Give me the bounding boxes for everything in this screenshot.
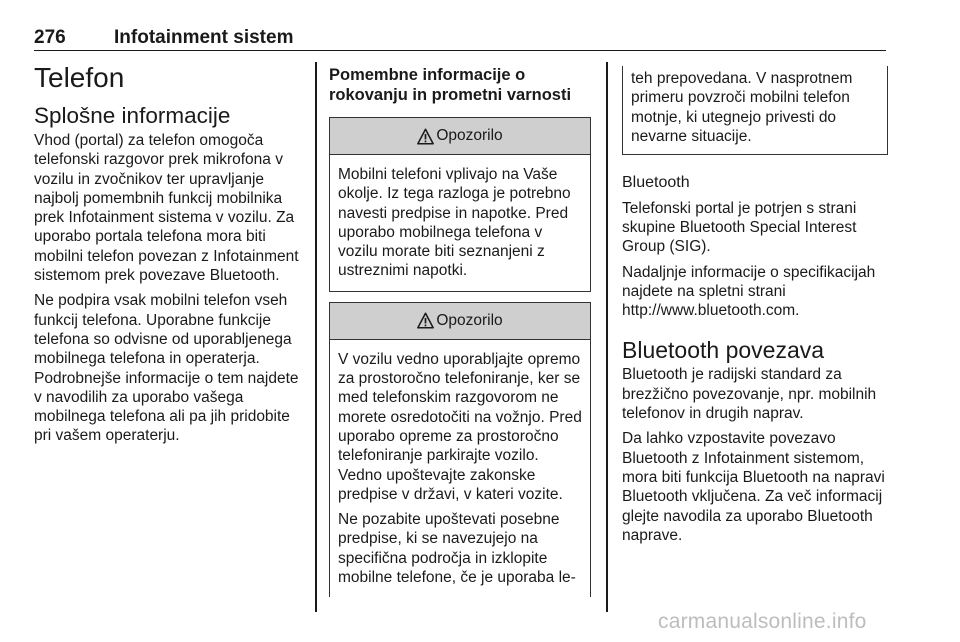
warning-header — [330, 118, 590, 155]
warning-text: Ne pozabite upoštevati posebne predpise, ki se navezujejo na specifična področja in izklopite mobilne telefone, če je uporaba le- — [338, 511, 576, 587]
warning-label: Opozorilo — [436, 127, 503, 145]
warning-body — [330, 155, 590, 291]
paragraph: Telefonski portal je potrjen s strani skupine Bluetooth Special Interest Group (SIG). — [622, 199, 857, 256]
warning-box — [329, 302, 591, 598]
column-middle — [329, 66, 591, 607]
warning-triangle-icon — [417, 312, 434, 329]
warning-label: Opozorilo — [436, 312, 503, 330]
section-heading-telefon: Telefon — [34, 62, 125, 93]
page-number: 276 — [34, 27, 66, 48]
subheading-general-info: Splošne informacije — [34, 103, 231, 128]
warning-box — [329, 117, 591, 292]
column-divider-right — [606, 62, 608, 612]
paragraph: Da lahko vzpostavite povezavo Bluetooth z Infotainment sistemom, mora biti funkcija Bluetooth na napravi Bluetooth vključena. Za več informacij glejte navodila za uporabo Bluetooth naprave. — [622, 430, 885, 544]
warning-triangle-icon — [417, 128, 434, 145]
warning-body — [330, 340, 590, 598]
warning-text: V vozilu vedno uporabljajte opremo za prostoročno telefoniranje, ker se med telefonskim razgovorom ne morete osredotočiti na vožnjo. Pred uporabo opreme za prostoročno telefoniranje parkirajte vozilo. Vedno upoštevajte zakonske predpise v državi, v kateri vozite. — [338, 350, 582, 503]
warning-header — [330, 303, 590, 340]
paragraph: Bluetooth je radijski standard za brezžično povezovanje, npr. mobilnih telefonov in drugih naprav. — [622, 366, 877, 423]
heading-safety-info: Pomembne informacije o rokovanju in prometni varnosti — [329, 66, 572, 104]
paragraph: Ne podpira vsak mobilni telefon vseh funkcij telefona. Uporabne funkcije telefona so odvisne od uporabljenega mobilnega telefona in operaterja. Podrobnejše informacije o tem najdete v navodilih za uporabo vašega mobilnega telefona ali pa jih pridobite pri vašem operaterju. — [34, 292, 299, 445]
warning-text: Mobilni telefoni vplivajo na Vaše okolje. Iz tega razloga je potrebno navesti predpise in napotke. Pred uporabo mobilnega telefona v vozilu morate biti seznanjeni z ustreznimi napotki. — [338, 166, 571, 280]
paragraph: Nadaljnje informacije o specifikacijah najdete na spletni strani http://www.bluetooth.com. — [622, 263, 876, 320]
heading-bluetooth: Bluetooth — [622, 174, 690, 192]
warning-continuation-box — [622, 66, 888, 155]
column-divider-left — [315, 62, 317, 612]
page-title: Infotainment sistem — [114, 27, 294, 48]
warning-text: teh prepovedana. V nasprotnem primeru povzroči mobilni telefon motnje, ki utegnejo privesti do nevarne situacije. — [631, 70, 853, 145]
page-header — [34, 24, 886, 51]
column-right — [622, 66, 888, 551]
watermark: carmanualsonline.info — [658, 610, 867, 633]
heading-bluetooth-connection: Bluetooth povezava — [622, 337, 825, 364]
column-left — [34, 60, 304, 452]
paragraph: Vhod (portal) za telefon omogoča telefonski razgovor prek mikrofona v vozilu in zvočnikov ter upravljanje najbolj pomembnih funkcij mobilnika prek Infotainment sistema v vozilu. Za uporabo portala telefona mora biti mobilni telefon povezan z Infotainment sistemom prek povezave Bluetooth. — [34, 132, 299, 285]
